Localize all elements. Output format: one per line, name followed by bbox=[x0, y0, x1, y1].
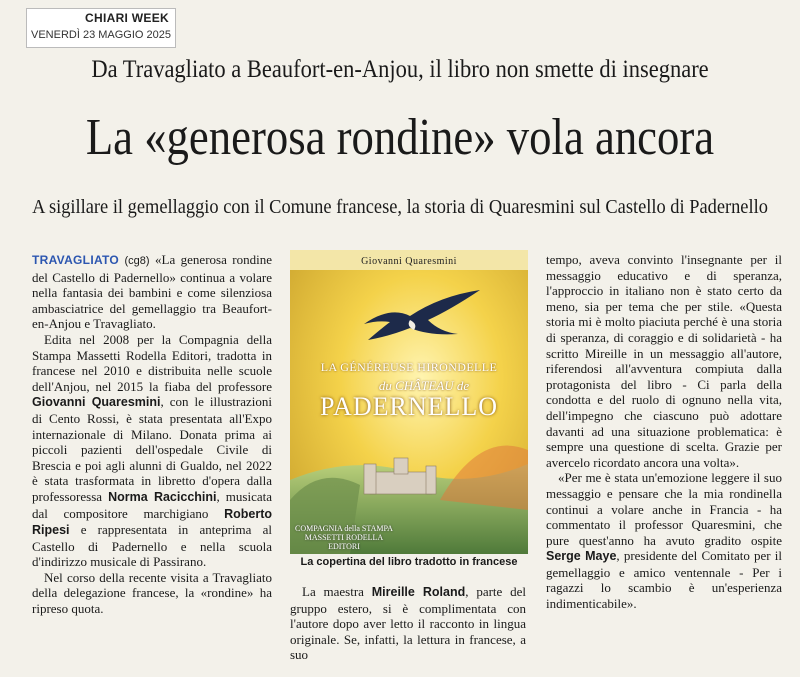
p2-text-e: , musicata dal compositore marchigiano bbox=[32, 488, 272, 521]
name-maye: Serge Maye bbox=[546, 549, 617, 564]
p6-text-a: «Per me è stata un'emozione leggere il suo messaggio e pensare che la mia rondinella continui a volare anche in Francia - ha commentato il professor Quaresmini, che pure quest'anno ha avuto gradito ospite bbox=[546, 470, 782, 548]
publisher-line-2: MASSETTI RODELLA EDITORI bbox=[304, 533, 384, 551]
article-column-1 bbox=[32, 252, 272, 617]
cover-caption: La copertina del libro tradotto in francese bbox=[300, 556, 518, 568]
newspaper-name: CHIARI WEEK bbox=[85, 11, 169, 25]
p2-text-c: , con le illustrazioni di Cento Rossi, è stata presentata all'Expo internazionale di Milano. Donata prima ai piccoli pazienti dell'ospedale Civile di Brescia e poi agli alunni di Gualdo, nel 2022 è stata trasformata in libretto d'opera dalla professoressa bbox=[32, 394, 272, 504]
p2-text-g: e rappresentata in anteprima al Castello di Padernello e nella scuola d'indirizzo musicale di Passirano. bbox=[32, 522, 272, 570]
subheadline: A sigillare il gemellaggio con il Comune francese, la storia di Quaresmini sul Castello di Padernello bbox=[32, 196, 768, 218]
cover-author: Giovanni Quaresmini bbox=[361, 256, 457, 267]
paragraph-4 bbox=[290, 584, 526, 663]
cover-title-line-2: du CHÂTEAU de bbox=[378, 378, 470, 393]
paragraph-5: tempo, aveva convinto l'insegnante per il messaggio educativo e di speranza, l'approccio in italiano non è stato certo da meno, sia per tema che per stile. «Questa storia mi è molto piaciuta perché è una storia di speranza, di coraggio e di solidarietà - ha scritto Mireille in un messaggio all'autore, riferendosi all'avventura compiuta dalla protagonista del libro - Ci parla della condotta e del ruolo di ognuno nella vita, dell'impegno che ciascuno può adottare davanti ad una situazione problematica: è sempre una questione di scelta. Grazie per avercelo ricordato ancora una volta». bbox=[546, 252, 782, 470]
paragraph-2 bbox=[32, 332, 272, 570]
name-racicchini: Norma Racicchini bbox=[108, 489, 217, 504]
paragraph-1-text: «La generosa rondine del Castello di Padernello» continua a volare nella fantasia dei bambini e come silenziosa ambasciatrice del gemellaggio tra Beaufort-en-Anjou e Travagliato. bbox=[32, 252, 273, 332]
article-column-3 bbox=[546, 252, 782, 612]
cover-title-line-3: PADERNELLO bbox=[319, 392, 499, 421]
headline: La «generosa rondine» vola ancora bbox=[85, 109, 715, 166]
p2-text-a: Edita nel 2008 per la Compagnia della Stampa Massetti Rodella Editori, tradotta in francese nel 2010 e distribuita nelle scuole dell'Anjou, nel 2015 la fiaba del professore bbox=[32, 331, 272, 394]
dateline-location: TRAVAGLIATO bbox=[32, 253, 120, 267]
newspaper-masthead bbox=[26, 8, 176, 48]
paragraph-3: Nel corso della recente visita a Travagliato della delegazione francese, la «rondine» ha ripreso quota. bbox=[32, 569, 272, 617]
paragraph-6 bbox=[546, 470, 782, 611]
issue-date: VENERDÌ 23 MAGGIO 2025 bbox=[31, 29, 171, 41]
article-column-2 bbox=[290, 584, 526, 663]
p6-text-c: , presidente del Comitato per il gemellaggio e amico ventennale - Per i ragazzi lo scambio è un'esperienza indimenticabile». bbox=[546, 548, 783, 612]
name-ripesi: Roberto Ripesi bbox=[32, 506, 272, 538]
author-ref: (cg8) bbox=[124, 255, 150, 267]
book-cover bbox=[290, 250, 528, 554]
publisher-line-1: COMPAGNIA della STAMPA bbox=[295, 524, 393, 533]
cover-title-line-1: LA GÉNÉREUSE HIRONDELLE bbox=[320, 360, 498, 374]
p4-text-a: La maestra bbox=[302, 584, 372, 599]
paragraph-1 bbox=[32, 252, 272, 332]
name-roland: Mireille Roland bbox=[371, 585, 466, 599]
cover-publisher bbox=[294, 524, 394, 551]
p4-text-c: , parte del gruppo estero, si è complimentata con l'autore dopo aver letto il racconto in lingua originale. Se, infatti, la lettura in francese, a suo bbox=[290, 584, 526, 663]
kicker: Da Travagliato a Beaufort-en-Anjou, il libro non smette di insegnare bbox=[91, 56, 709, 83]
name-quaresmini: Giovanni Quaresmini bbox=[32, 395, 161, 410]
